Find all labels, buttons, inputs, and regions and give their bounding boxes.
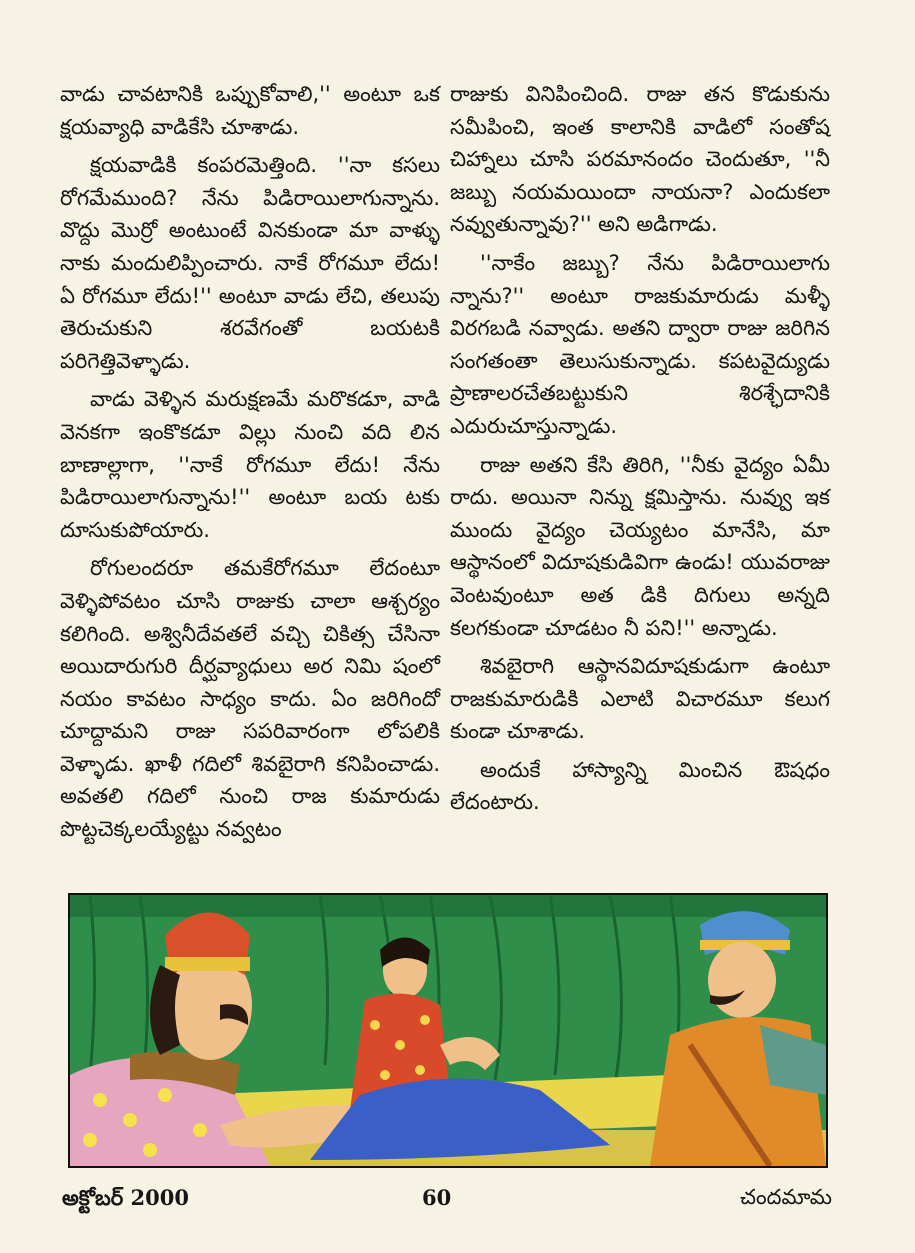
- story-illustration: [68, 893, 828, 1168]
- paragraph: వాడు చావటానికి ఒప్పుకోవాలి,'' అంటూ ఒక క్షయవ్యాధి వాడికేసి చూశాడు.: [60, 82, 440, 139]
- page-footer: [0, 1185, 915, 1215]
- right-text-column: [450, 78, 830, 825]
- paragraph: రాజు అతని కేసి తిరిగి, ''నీకు వైద్యం ఏమీ రాదు. అయినా నిన్ను క్షమిస్తాను. నువ్వు ఇక ముందు వైద్యం చెయ్యటం మానేసి, మా ఆస్థానంలో విదూషకుడివిగా ఉండు! యువరాజు వెంటవుంటూ అత డికి దిగులు అన్నది కలగకుండా చూడటం నీ పని!'' అన్నాడు.: [450, 452, 830, 640]
- page-number: 60: [422, 1185, 452, 1210]
- curtain-shadow: [70, 895, 826, 917]
- issue-date: అక్టోబర్ 2000: [62, 1185, 189, 1210]
- paragraph: వాడు వెళ్ళిన మరుక్షణమే మరొకడూ, వాడి వెనకగా ఇంకొకడూ విల్లు నుంచి వది లిన బాణాల్లాగా, ''నాకే రోగమూ లేదు! నేను పిడిరాయిలాగున్నాను!'' అంటూ బయ టకు దూసుకుపోయారు.: [60, 387, 440, 542]
- left-text-column: [60, 78, 440, 852]
- paragraph: శివబైరాగి ఆస్థానవిదూషకుడుగా ఉంటూ రాజకుమారుడికి ఎలాటి విచారమూ కలుగ కుండా చూశాడు.: [450, 654, 830, 744]
- paragraph: రోగులందరూ తమకేరోగమూ లేదంటూ వెళ్ళిపోవటం చూసి రాజుకు చాలా ఆశ్చర్యం కలిగింది. అశ్వినీదేవతలే వచ్చి చికిత్స చేసినా అయిదారుగురి దీర్ఘవ్యాధులు అర నిమి షంలో నయం కావటం సాధ్యం కాదు. ఏం జరిగిందో చూద్దామని రాజు సపరివారంగా లోపలికి వెళ్ళాడు. ఖాళీ గదిలో శివబైరాగి కనిపించాడు. అవతలి గదిలో నుంచి రాజ కుమారుడు పొట్టచెక్కలయ్యేట్టు నవ్వటం: [60, 556, 440, 842]
- magazine-name: చందమామ: [740, 1185, 832, 1209]
- paragraph: అందుకే హాస్యాన్ని మించిన ఔషధం లేదంటారు.: [450, 757, 830, 815]
- paragraph: క్షయవాడికి కంపరమెత్తింది. ''నా కసలు రోగమేముంది? నేను పిడిరాయిలాగున్నాను. వొద్దు మొర్రో అంటుంటే వినకుండా మా వాళ్ళు నాకు మందులిప్పించారు. నాకే రోగమూ లేదు! ఏ రోగమూ లేదు!'' అంటూ వాడు లేచి, తలుపు తెరుచుకుని శరవేగంతో బయటకి పరిగెత్తివెళ్ళాడు.: [60, 153, 440, 373]
- paragraph: ''నాకేం జబ్బు? నేను పిడిరాయిలాగు న్నాను?'' అంటూ రాజకుమారుడు మళ్ళీ విరగబడి నవ్వాడు. అతని ద్వారా రాజు జరిగిన సంగతంతా తెలుసుకున్నాడు. కపటవైద్యుడు ప్రాణాలరచేతబట్టుకుని శిరశ్ఛేదానికి ఎదురుచూస్తున్నాడు.: [450, 250, 830, 438]
- paragraph: రాజుకు వినిపించింది. రాజు తన కొడుకును సమీపించి, ఇంత కాలానికి వాడిలో సంతోష చిహ్నాలు చూసి పరమానందం చెందుతూ, ''నీ జబ్బు నయమయిందా నాయనా? ఎందుకలా నవ్వుతున్నావు?'' అని అడిగాడు.: [450, 82, 830, 237]
